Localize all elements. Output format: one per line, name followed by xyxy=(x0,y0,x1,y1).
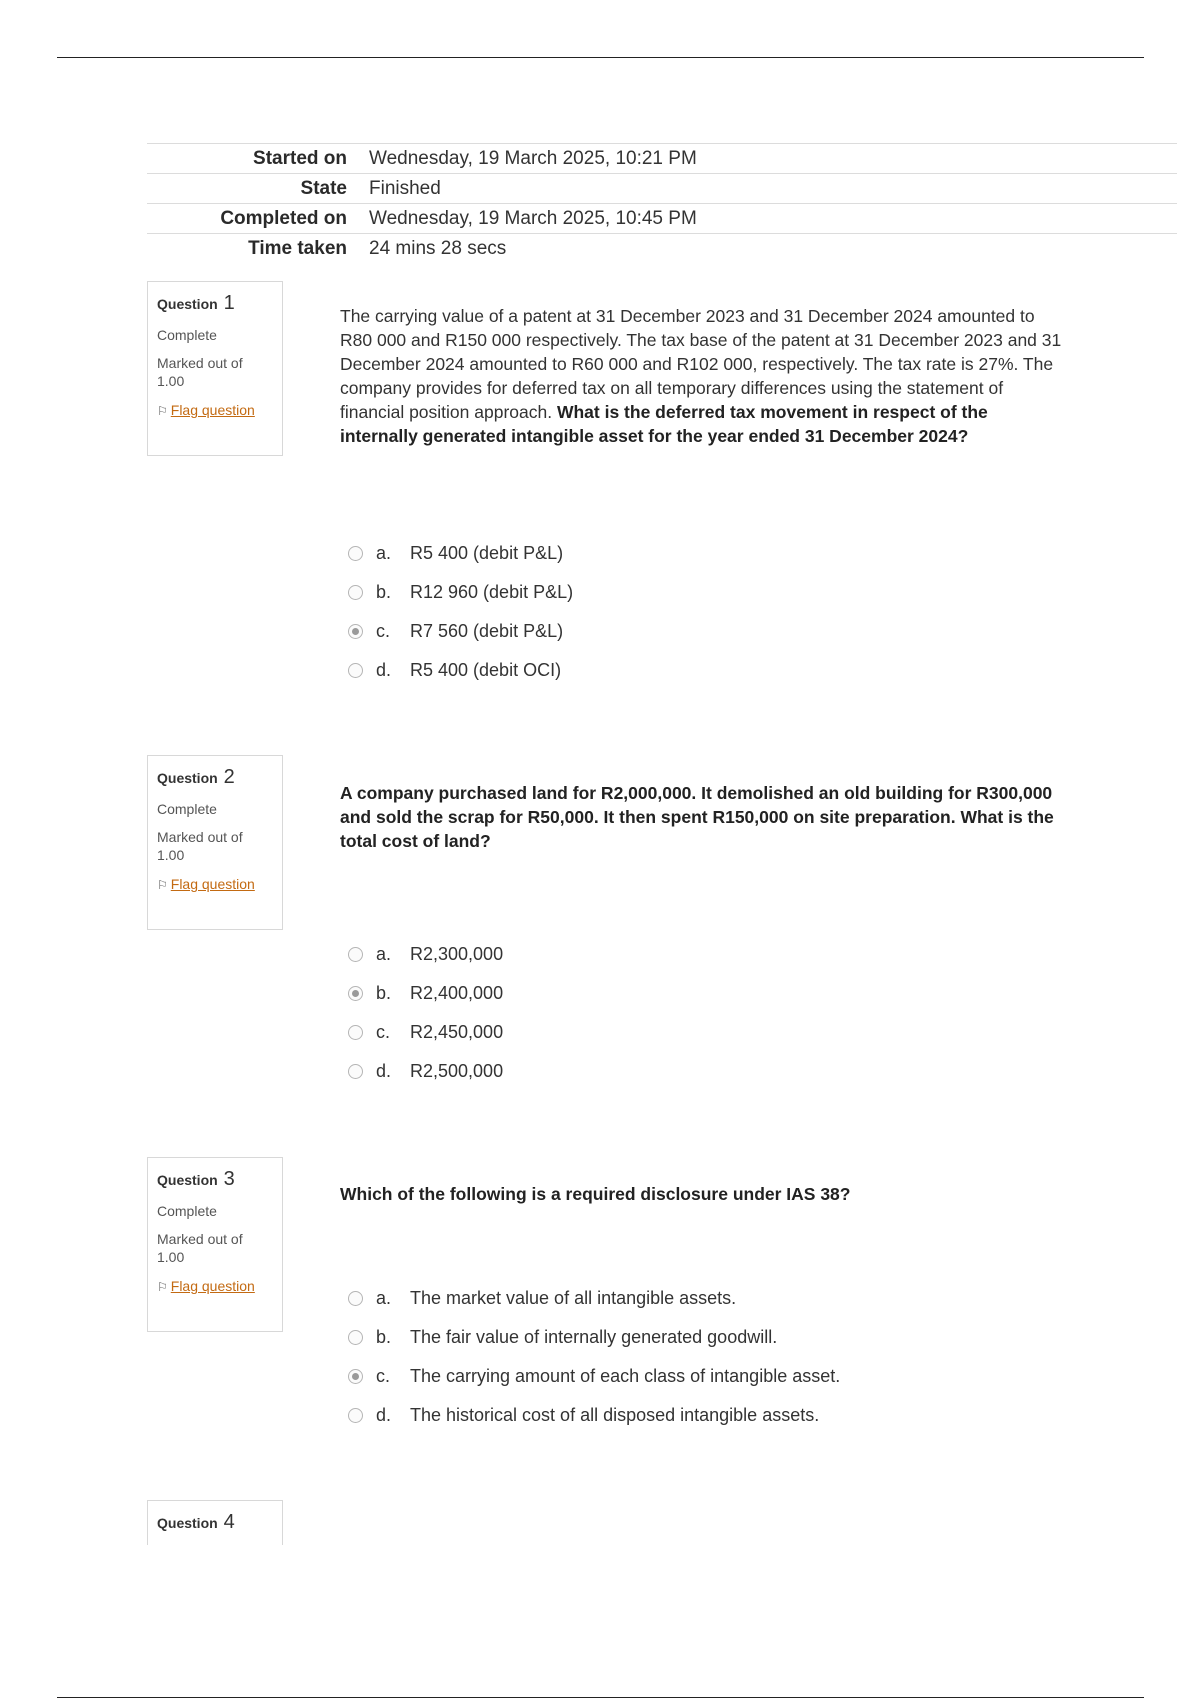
summary-row-completed xyxy=(147,203,1177,233)
answer-option[interactable]: d. The historical cost of all disposed intangible assets. xyxy=(348,1396,840,1435)
answer-option[interactable]: a. R5 400 (debit P&L) xyxy=(348,534,573,573)
question-grade: Marked out of 1.00 xyxy=(157,829,243,863)
radio-button[interactable] xyxy=(348,1025,363,1040)
answer-option[interactable]: b. R12 960 (debit P&L) xyxy=(348,573,573,612)
radio-button[interactable] xyxy=(348,1330,363,1345)
question-number: Question 1 xyxy=(157,292,235,314)
answer-option[interactable]: d. R2,500,000 xyxy=(348,1052,503,1091)
question-state: Complete xyxy=(157,327,217,343)
radio-button[interactable] xyxy=(348,546,363,561)
question-info xyxy=(147,281,283,456)
flag-question-link[interactable]: ⚐ Flag question xyxy=(157,402,255,418)
summary-row-state xyxy=(147,173,1177,203)
answer-options xyxy=(348,534,573,690)
answer-option[interactable]: b. The fair value of internally generated goodwill. xyxy=(348,1318,840,1357)
answer-option[interactable]: b. R2,400,000 xyxy=(348,974,503,1013)
top-divider xyxy=(57,57,1144,58)
started-label: Started on xyxy=(253,147,347,169)
summary-row-started xyxy=(147,143,1177,173)
answer-options xyxy=(348,935,503,1091)
attempt-summary xyxy=(147,143,1177,263)
question-grade: Marked out of 1.00 xyxy=(157,1231,243,1265)
radio-button[interactable] xyxy=(348,1408,363,1423)
flag-icon: ⚐ xyxy=(157,878,168,892)
question-number: Question 2 xyxy=(157,766,235,788)
state-label: State xyxy=(300,177,347,199)
radio-button-selected[interactable] xyxy=(348,624,363,639)
radio-button[interactable] xyxy=(348,1064,363,1079)
time-value: 24 mins 28 secs xyxy=(369,237,507,259)
answer-options xyxy=(348,1279,840,1435)
radio-button-selected[interactable] xyxy=(348,986,363,1001)
question-state: Complete xyxy=(157,801,217,817)
question-info xyxy=(147,1500,283,1545)
time-label: Time taken xyxy=(248,237,347,259)
summary-row-time xyxy=(147,233,1177,263)
flag-icon: ⚐ xyxy=(157,404,168,418)
radio-button-selected[interactable] xyxy=(348,1369,363,1384)
started-value: Wednesday, 19 March 2025, 10:21 PM xyxy=(369,147,697,169)
answer-option[interactable]: c. R2,450,000 xyxy=(348,1013,503,1052)
answer-option[interactable]: c. The carrying amount of each class of intangible asset. xyxy=(348,1357,840,1396)
flag-question-link[interactable]: ⚐ Flag question xyxy=(157,876,255,892)
question-info xyxy=(147,755,283,930)
question-state: Complete xyxy=(157,1203,217,1219)
bottom-divider xyxy=(57,1697,1144,1698)
state-value: Finished xyxy=(369,177,441,199)
question-number: Question 4 xyxy=(157,1511,235,1533)
question-info xyxy=(147,1157,283,1332)
answer-option[interactable]: a. R2,300,000 xyxy=(348,935,503,974)
radio-button[interactable] xyxy=(348,585,363,600)
radio-button[interactable] xyxy=(348,1291,363,1306)
completed-label: Completed on xyxy=(220,207,347,229)
completed-value: Wednesday, 19 March 2025, 10:45 PM xyxy=(369,207,697,229)
question-text: Which of the following is a required disclosure under IAS 38? xyxy=(340,1184,851,1204)
flag-icon: ⚐ xyxy=(157,1280,168,1294)
answer-option[interactable]: c. R7 560 (debit P&L) xyxy=(348,612,573,651)
radio-button[interactable] xyxy=(348,947,363,962)
question-text: A company purchased land for R2,000,000. It demolished an old building for R300,000 and sold the scrap for R50,000. It then spent R150,000 on site preparation. What is the total cost of land? xyxy=(340,783,1054,851)
answer-option[interactable]: a. The market value of all intangible assets. xyxy=(348,1279,840,1318)
radio-button[interactable] xyxy=(348,663,363,678)
answer-option[interactable]: d. R5 400 (debit OCI) xyxy=(348,651,573,690)
flag-question-link[interactable]: ⚐ Flag question xyxy=(157,1278,255,1294)
question-text: The carrying value of a patent at 31 December 2023 and 31 December 2024 amounted to R80 000 and R150 000 respectively. The tax base of the patent at 31 December 2023 and 31 December 2024 amounted to R60 000 and R102 000, respectively. The tax rate is 27%. The company provides for deferred tax on all temporary differences using the statement of financial position approach. What is the deferred tax movement in respect of the internally generated intangible asset for the year ended 31 December 2024? xyxy=(340,306,1062,446)
question-grade: Marked out of 1.00 xyxy=(157,355,243,389)
question-number: Question 3 xyxy=(157,1168,235,1190)
